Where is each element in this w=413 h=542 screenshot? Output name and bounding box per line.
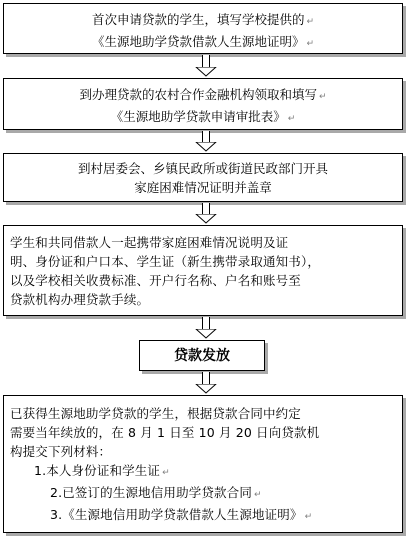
paragraph-mark-icon: ↵ <box>306 17 315 27</box>
loan-disbursement-label: 贷款发放 <box>174 348 230 364</box>
paragraph-mark-icon: ↵ <box>304 512 313 522</box>
loan-disbursement-box <box>139 340 265 371</box>
paragraph-mark-icon: ↵ <box>287 114 296 124</box>
step-4-box <box>3 225 403 316</box>
renewal-item-3: 3.《生源地信用助学贷款借款人生源地证明》 ↵ <box>50 507 313 522</box>
arrow-down-icon <box>199 317 213 339</box>
paragraph-mark-icon: ↵ <box>253 490 262 500</box>
arrow-down-icon <box>199 55 213 77</box>
renewal-line-3: 构提交下列材料： <box>10 444 112 459</box>
renewal-item-2: 2.已签订的生源地信用助学贷款合同 ↵ <box>50 485 262 500</box>
step-4-line-3: 以及学校相关收费标准、开户行名称、户名和账号至 <box>10 273 301 288</box>
step-2-box <box>3 78 403 130</box>
arrow-down-icon <box>199 203 213 224</box>
paragraph-mark-icon: ↵ <box>162 468 170 478</box>
step-1-line-2: 《生源地助学贷款借款人生源地证明》 ↵ <box>91 34 315 49</box>
step-4-line-2: 明、身份证和户口本、学生证（新生携带录取通知书）， <box>10 254 321 269</box>
step-1-line-1: 首次申请贷款的学生，填写学校提供的 ↵ <box>91 12 315 27</box>
renewal-line-1: 已获得生源地助学贷款的学生，根据贷款合同中约定 <box>10 406 301 421</box>
arrow-down-icon <box>199 372 213 394</box>
paragraph-mark-icon: ↵ <box>318 92 327 102</box>
step-3-line-2: 家庭困难情况证明并盖章 <box>134 180 272 195</box>
step-4-line-4: 贷款机构办理贷款手续。 <box>10 292 150 307</box>
paragraph-mark-icon: ↵ <box>306 39 315 49</box>
renewal-box <box>3 395 403 533</box>
step-4-line-1: 学生和共同借款人一起携带家庭困难情况说明及证 <box>10 235 289 250</box>
step-3-line-1: 到村居委会、乡镇民政所或街道民政部门开具 <box>77 161 328 176</box>
arrow-down-icon <box>199 131 213 152</box>
renewal-item-1: 1.本人身份证和学生证 ↵ <box>34 463 170 478</box>
renewal-line-2: 需要当年续放的，在 8 月 1 日至 10 月 20 日向贷款机 <box>10 425 320 440</box>
step-3-box <box>3 153 403 202</box>
step-2-line-2: 《生源地助学贷款申请审批表》 ↵ <box>110 109 296 124</box>
step-2-line-1: 到办理贷款的农村合作金融机构领取和填写 ↵ <box>79 87 327 102</box>
step-1-box <box>3 3 403 54</box>
